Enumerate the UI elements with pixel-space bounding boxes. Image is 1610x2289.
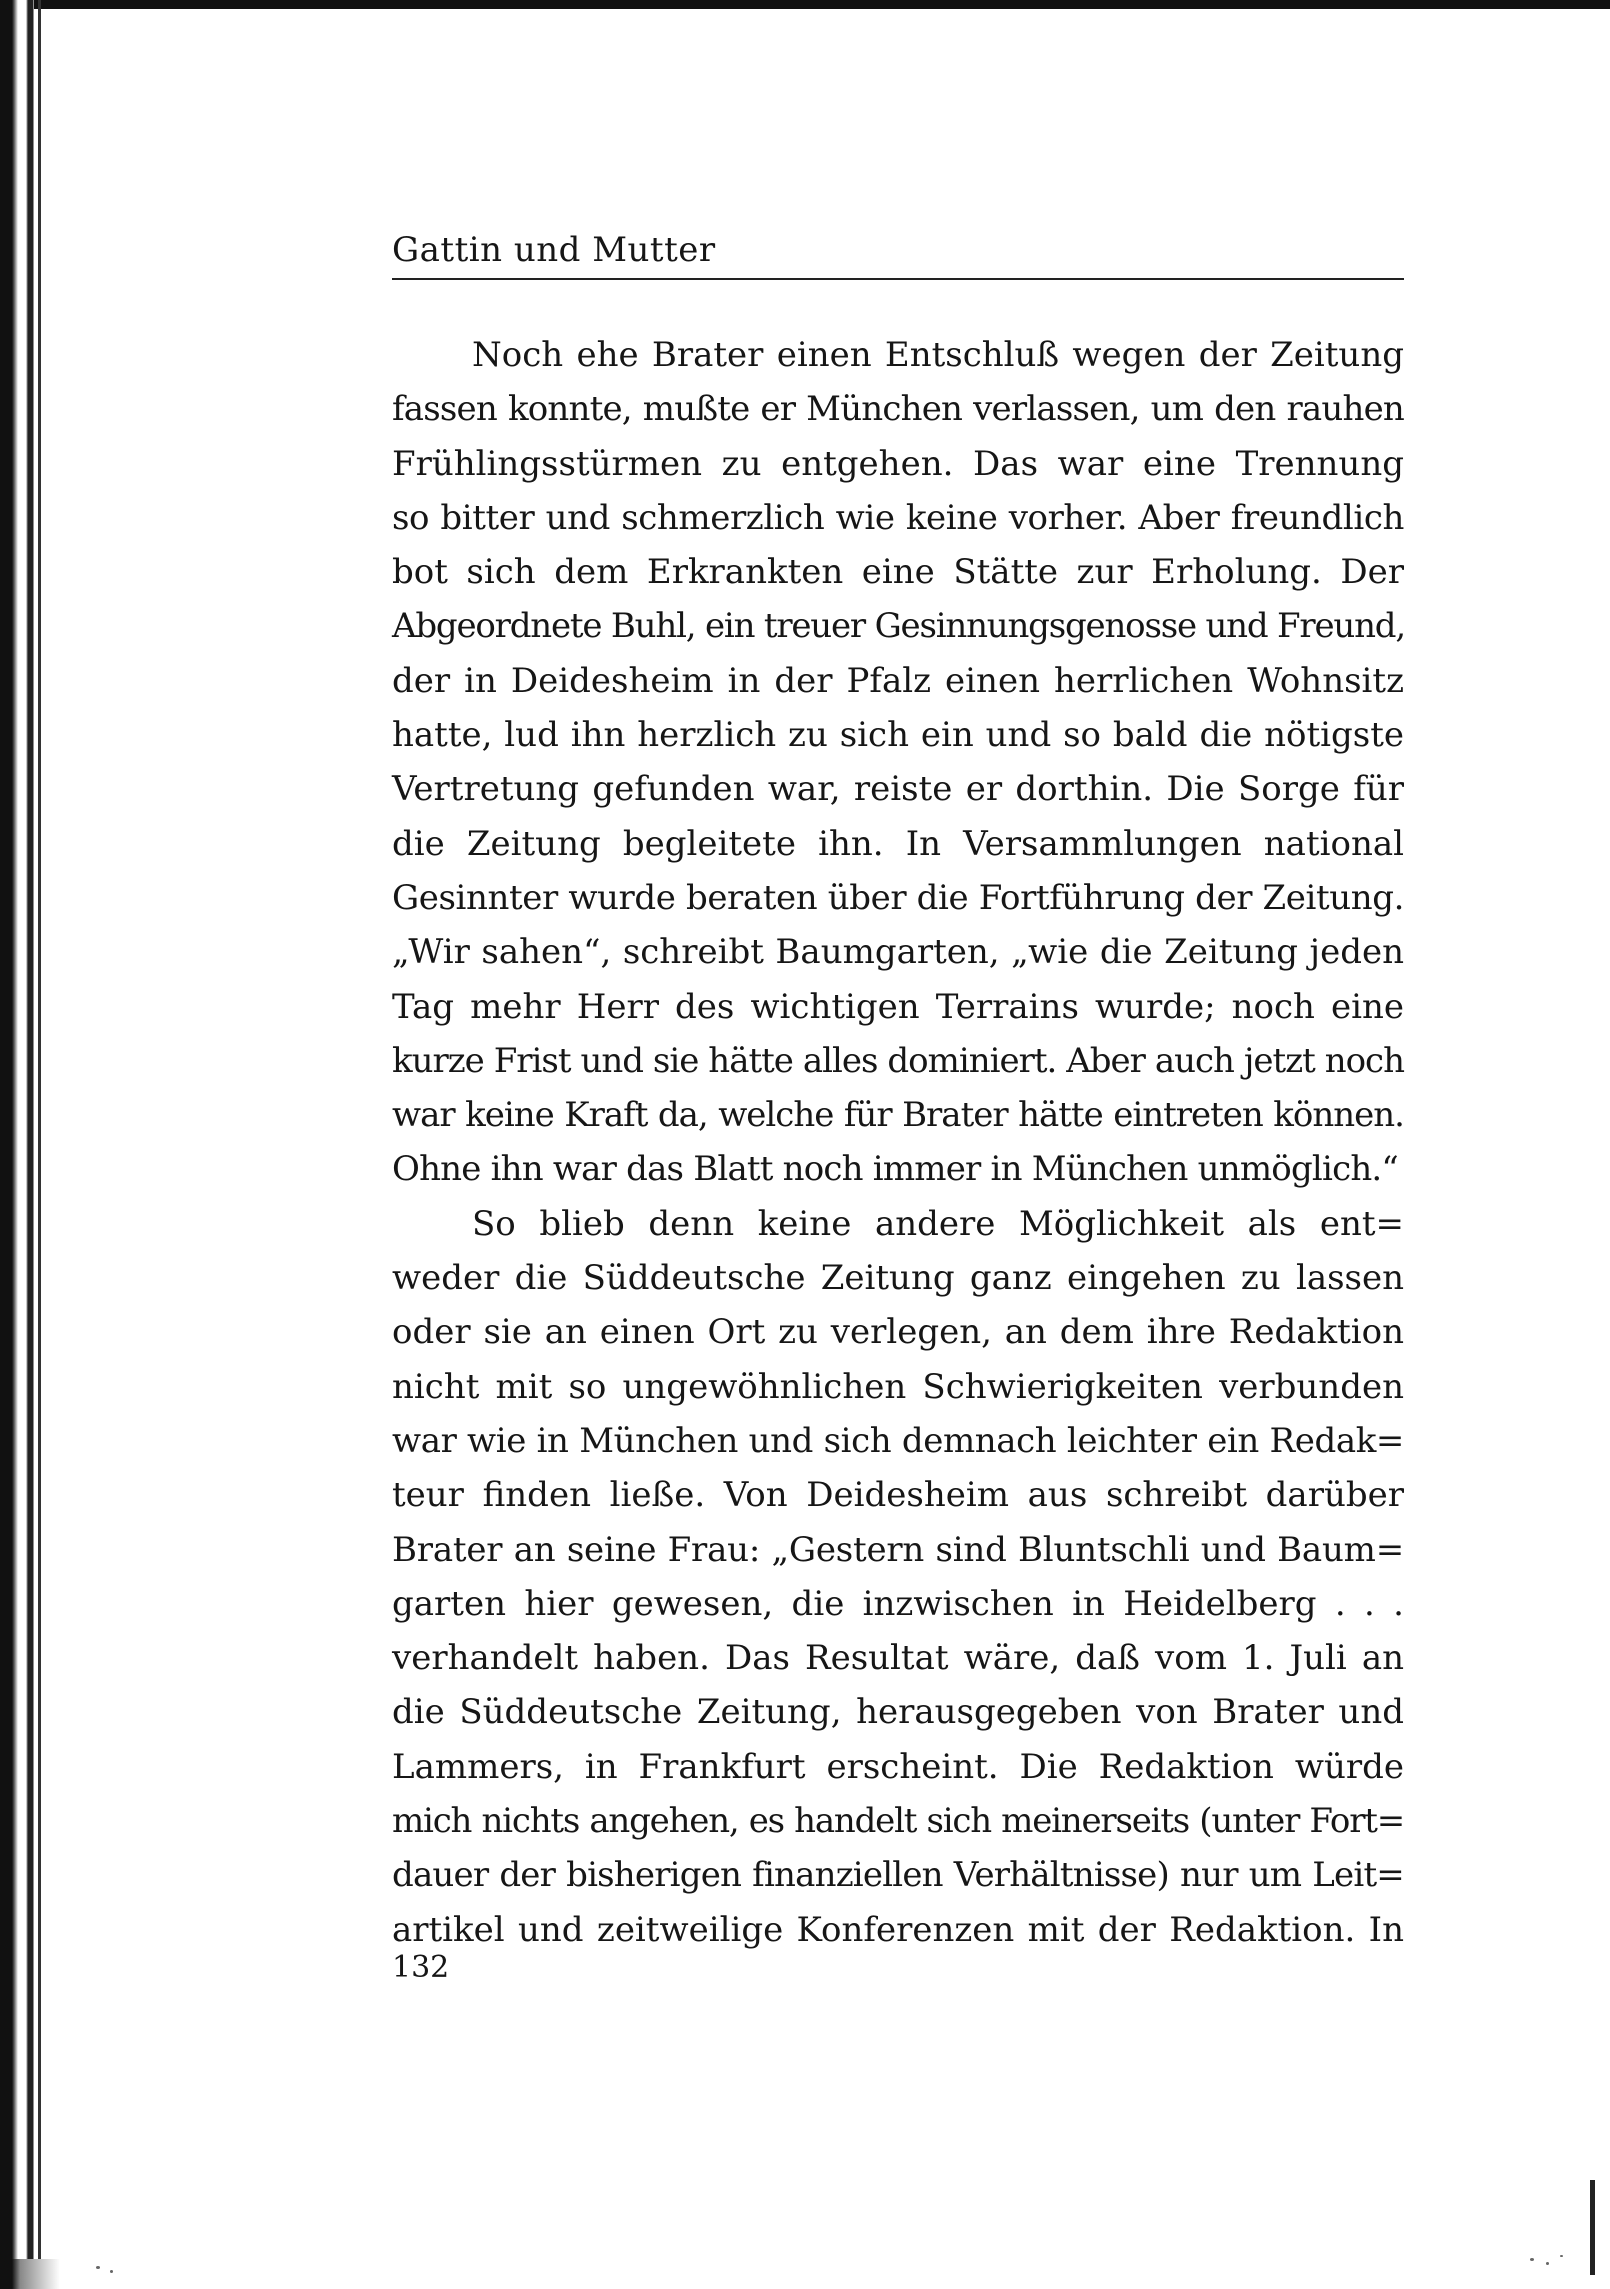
text-line: die Süddeutsche Zeitung, herausgegeben von Brater und (392, 1692, 1404, 1733)
scan-right-edge-mark (1590, 2180, 1595, 2275)
body-text (392, 328, 1404, 1957)
text-line: Ohne ihn war das Blatt noch immer in München unmöglich.“ (392, 1149, 1399, 1190)
text-line: fassen konnte, mußte er München verlassen, um den rauhen (392, 389, 1404, 430)
text-line: Vertretung gefunden war, reiste er dorthin. Die Sorge für (392, 769, 1404, 810)
text-line: teur finden ließe. Von Deidesheim aus schreibt darüber (392, 1475, 1404, 1516)
text-line: Frühlingsstürmen zu entgehen. Das war eine Trennung (392, 443, 1404, 484)
text-line: die Zeitung begleitete ihn. In Versammlungen national (392, 823, 1404, 864)
running-head: Gattin und Mutter (392, 230, 716, 270)
text-line: so bitter und schmerzlich wie keine vorher. Aber freundlich (392, 497, 1404, 538)
text-line: Noch ehe Brater einen Entschluß wegen der Zeitung (472, 335, 1404, 375)
text-line: kurze Frist und sie hätte alles dominiert. Aber auch jetzt noch (392, 1040, 1404, 1081)
scan-left-foot-shadow (0, 2259, 70, 2289)
text-line: weder die Süddeutsche Zeitung ganz eingehen zu lassen (392, 1258, 1404, 1299)
text-line: mich nichts angehen, es handelt sich meinerseits (unter Fort= (392, 1801, 1404, 1842)
text-line: war wie in München und sich demnach leichter ein Redak= (392, 1420, 1404, 1461)
text-line: nicht mit so ungewöhnlichen Schwierigkeiten verbunden (392, 1366, 1404, 1407)
page-number: 132 (392, 1950, 450, 1985)
text-line: verhandelt haben. Das Resultat wäre, daß vom 1. Juli an (392, 1638, 1404, 1679)
text-line: artikel und zeitweilige Konferenzen mit der Redaktion. In (392, 1909, 1404, 1950)
scan-speck (1530, 2258, 1534, 2261)
scan-left-border (0, 0, 34, 2289)
header-rule (392, 278, 1404, 280)
text-line: Abgeordnete Buhl, ein treuer Gesinnungsgenosse und Freund, (392, 606, 1405, 647)
scan-speck (110, 2270, 113, 2273)
scan-speck (1560, 2255, 1563, 2257)
text-line: Lammers, in Frankfurt erscheint. Die Redaktion würde (392, 1746, 1404, 1787)
text-line: Brater an seine Frau: „Gestern sind Bluntschli und Baum= (392, 1529, 1404, 1570)
text-line: Gesinnter wurde beraten über die Fortführung der Zeitung. (392, 877, 1404, 918)
text-line: oder sie an einen Ort zu verlegen, an dem ihre Redaktion (392, 1312, 1404, 1353)
text-line: bot sich dem Erkrankten eine Stätte zur Erholung. Der (392, 552, 1404, 593)
scan-left-inner-line (38, 0, 41, 2289)
scan-top-border (0, 0, 1610, 9)
text-line: der in Deidesheim in der Pfalz einen herrlichen Wohnsitz (392, 660, 1404, 701)
text-line: war keine Kraft da, welche für Brater hätte eintreten können. (392, 1095, 1404, 1136)
scan-speck (96, 2266, 100, 2269)
scan-speck (1546, 2262, 1549, 2265)
text-line: dauer der bisherigen finanziellen Verhältnisse) nur um Leit= (392, 1855, 1404, 1896)
text-line: „Wir sahen“, schreibt Baumgarten, „wie die Zeitung jeden (392, 932, 1404, 973)
text-line: garten hier gewesen, die inzwischen in Heidelberg . . . (392, 1583, 1404, 1624)
text-line: So blieb denn keine andere Möglichkeit als ent= (472, 1203, 1404, 1244)
text-line: hatte, lud ihn herzlich zu sich ein und so bald die nötigste (392, 715, 1404, 756)
text-line: Tag mehr Herr des wichtigen Terrains wurde; noch eine (392, 986, 1404, 1027)
